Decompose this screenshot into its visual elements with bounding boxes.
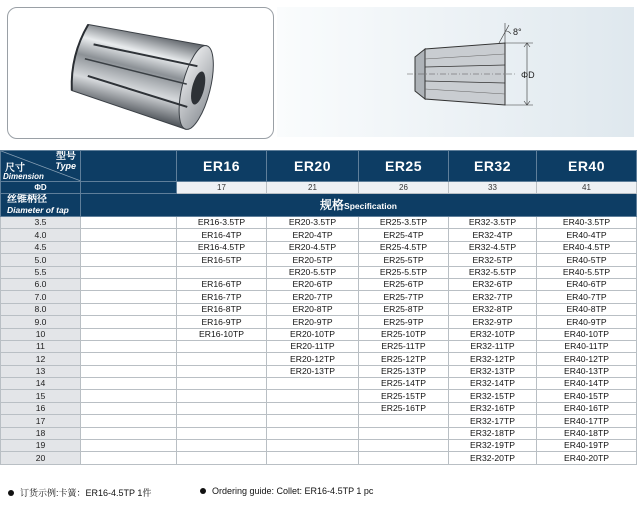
spacer-cell [81, 427, 177, 439]
spacer-cell [81, 365, 177, 377]
spec-cell-er25 [359, 440, 449, 452]
table-row [1, 254, 637, 266]
tap-diameter-cell: 15 [1, 390, 81, 402]
tap-diameter-cell: 20 [1, 452, 81, 464]
spec-cell-er25: ER25-13TP [359, 365, 449, 377]
specification-label-cn: 规格 [320, 198, 345, 212]
spec-cell-er32: ER32-16TP [449, 402, 537, 414]
spec-cell-er16 [177, 266, 267, 278]
spec-cell-er40: ER40-11TP [537, 340, 637, 352]
spec-cell-er16: ER16-10TP [177, 328, 267, 340]
spec-header-row [1, 194, 637, 217]
tap-diameter-cell: 16 [1, 402, 81, 414]
spec-cell-er20 [267, 440, 359, 452]
ordering-guide-cn-text: 订货示例:卡簧：ER16-4.5TP 1件 [20, 488, 152, 498]
spec-cell-er32: ER32-18TP [449, 427, 537, 439]
spec-cell-er20: ER20-9TP [267, 316, 359, 328]
spec-cell-er32: ER32-7TP [449, 291, 537, 303]
specification-label-en: Specification [344, 201, 397, 211]
spec-cell-er20: ER20-4TP [267, 229, 359, 241]
ordering-guide-footer [0, 484, 640, 500]
spec-cell-er20: ER20-7TP [267, 291, 359, 303]
spec-cell-er40: ER40-12TP [537, 353, 637, 365]
spec-cell-er40: ER40-10TP [537, 328, 637, 340]
spec-cell-er20: ER20-5TP [267, 254, 359, 266]
spacer-cell [81, 254, 177, 266]
spec-cell-er20: ER20-5.5TP [267, 266, 359, 278]
tap-diameter-cell: 8.0 [1, 303, 81, 315]
spec-cell-er20: ER20-11TP [267, 340, 359, 352]
spacer-cell [81, 415, 177, 427]
spec-cell-er20 [267, 415, 359, 427]
spec-cell-er40: ER40-5TP [537, 254, 637, 266]
dimension-label-en: Dimension [3, 172, 44, 181]
spec-cell-er25: ER25-14TP [359, 378, 449, 390]
type-label-en: Type [55, 161, 76, 171]
spec-cell-er16 [177, 415, 267, 427]
spec-cell-er16: ER16-6TP [177, 278, 267, 290]
spec-cell-er25: ER25-7TP [359, 291, 449, 303]
spec-cell-er25: ER25-12TP [359, 353, 449, 365]
spec-cell-er32: ER32-4.5TP [449, 241, 537, 253]
spec-cell-er25 [359, 415, 449, 427]
spec-cell-er25: ER25-9TP [359, 316, 449, 328]
spec-cell-er32: ER32-12TP [449, 353, 537, 365]
spacer-cell [81, 229, 177, 241]
table-row [1, 217, 637, 229]
collet-photo [8, 8, 273, 138]
spec-cell-er20 [267, 427, 359, 439]
model-heading-er20: ER20 [267, 151, 359, 182]
table-row [1, 340, 637, 352]
spec-cell-er32: ER32-11TP [449, 340, 537, 352]
spec-cell-er40: ER40-9TP [537, 316, 637, 328]
table-row [1, 328, 637, 340]
spec-cell-er40: ER40-6TP [537, 278, 637, 290]
spec-cell-er20: ER20-10TP [267, 328, 359, 340]
table-row [1, 440, 637, 452]
spec-cell-er25: ER25-4.5TP [359, 241, 449, 253]
spec-cell-er32: ER32-10TP [449, 328, 537, 340]
spec-cell-er40: ER40-5.5TP [537, 266, 637, 278]
spec-cell-er25: ER25-11TP [359, 340, 449, 352]
phi-value-er20: 21 [267, 182, 359, 194]
tap-diameter-cell: 5.5 [1, 266, 81, 278]
collet-drawing-panel [277, 7, 634, 137]
spec-cell-er20 [267, 452, 359, 464]
spec-cell-er40: ER40-7TP [537, 291, 637, 303]
spec-cell-er20: ER20-8TP [267, 303, 359, 315]
spec-cell-er32: ER32-5.5TP [449, 266, 537, 278]
spec-cell-er20 [267, 402, 359, 414]
spacer-cell [81, 340, 177, 352]
spec-cell-er20 [267, 378, 359, 390]
spec-cell-er40: ER40-20TP [537, 452, 637, 464]
spec-cell-er16 [177, 365, 267, 377]
table-row [1, 402, 637, 414]
spec-cell-er16 [177, 378, 267, 390]
spec-cell-er16: ER16-8TP [177, 303, 267, 315]
spec-cell-er32: ER32-13TP [449, 365, 537, 377]
spec-cell-er40: ER40-14TP [537, 378, 637, 390]
collet-technical-drawing [277, 7, 634, 137]
table-row [1, 390, 637, 402]
spec-cell-er40: ER40-13TP [537, 365, 637, 377]
ordering-guide-en-text: Ordering guide: Collet: ER16-4.5TP 1 pc [212, 486, 374, 496]
table-row [1, 427, 637, 439]
model-heading-er40: ER40 [537, 151, 637, 182]
spec-cell-er40: ER40-4TP [537, 229, 637, 241]
tap-diameter-cell: 19 [1, 440, 81, 452]
table-row [1, 378, 637, 390]
collet-spec-table [0, 150, 637, 465]
spec-cell-er25 [359, 427, 449, 439]
table-row [1, 291, 637, 303]
specification-heading [81, 194, 637, 217]
spacer-cell [81, 291, 177, 303]
collet-photo-frame [7, 7, 274, 139]
tap-diameter-cell: 11 [1, 340, 81, 352]
spec-cell-er32: ER32-14TP [449, 378, 537, 390]
tap-diameter-cell: 17 [1, 415, 81, 427]
spec-cell-er32: ER32-4TP [449, 229, 537, 241]
spec-cell-er20 [267, 390, 359, 402]
spacer-cell [81, 390, 177, 402]
spec-cell-er20: ER20-6TP [267, 278, 359, 290]
header-corner-cell [1, 151, 81, 182]
type-label-cn: 型号 [56, 151, 76, 162]
spec-cell-er16: ER16-9TP [177, 316, 267, 328]
spacer-cell [81, 452, 177, 464]
spec-cell-er25: ER25-8TP [359, 303, 449, 315]
spec-cell-er32: ER32-6TP [449, 278, 537, 290]
spacer-cell [81, 440, 177, 452]
spec-cell-er20: ER20-3.5TP [267, 217, 359, 229]
spec-cell-er16: ER16-3.5TP [177, 217, 267, 229]
tap-diameter-cell: 9.0 [1, 316, 81, 328]
spacer-cell [81, 328, 177, 340]
spec-cell-er25 [359, 452, 449, 464]
spec-cell-er40: ER40-17TP [537, 415, 637, 427]
tap-diameter-cell: 13 [1, 365, 81, 377]
spec-cell-er16: ER16-4.5TP [177, 241, 267, 253]
tap-diameter-cell: 18 [1, 427, 81, 439]
table-row [1, 303, 637, 315]
spec-cell-er16 [177, 427, 267, 439]
tap-diameter-cell: 7.0 [1, 291, 81, 303]
table-row [1, 278, 637, 290]
spec-cell-er32: ER32-20TP [449, 452, 537, 464]
tap-diameter-cell: 6.0 [1, 278, 81, 290]
spacer-cell [81, 316, 177, 328]
spacer-cell [81, 182, 177, 194]
spec-cell-er20: ER20-4.5TP [267, 241, 359, 253]
spec-cell-er25: ER25-16TP [359, 402, 449, 414]
table-row [1, 316, 637, 328]
spec-cell-er25: ER25-3.5TP [359, 217, 449, 229]
bullet-icon [200, 488, 206, 494]
spacer-cell [81, 266, 177, 278]
phi-value-er16: 17 [177, 182, 267, 194]
spec-cell-er40: ER40-8TP [537, 303, 637, 315]
model-header-row [1, 151, 637, 182]
tap-diameter-cell: 10 [1, 328, 81, 340]
spec-cell-er40: ER40-3.5TP [537, 217, 637, 229]
tap-diameter-cell: 5.0 [1, 254, 81, 266]
bullet-icon [8, 490, 14, 496]
phi-value-er32: 33 [449, 182, 537, 194]
spec-cell-er32: ER32-5TP [449, 254, 537, 266]
spec-cell-er25: ER25-5TP [359, 254, 449, 266]
spacer-cell [81, 151, 177, 182]
model-heading-er32: ER32 [449, 151, 537, 182]
tap-diameter-label-cn: 丝锥柄径 [7, 194, 47, 206]
spec-cell-er16: ER16-7TP [177, 291, 267, 303]
tap-diameter-heading [1, 194, 81, 217]
phi-row [1, 182, 637, 194]
tap-diameter-cell: 3.5 [1, 217, 81, 229]
model-heading-er16: ER16 [177, 151, 267, 182]
spec-cell-er16 [177, 390, 267, 402]
spec-cell-er16 [177, 452, 267, 464]
spec-cell-er32: ER32-8TP [449, 303, 537, 315]
spec-cell-er25: ER25-4TP [359, 229, 449, 241]
tap-diameter-label-en: Diameter of tap [7, 205, 69, 216]
spec-cell-er20: ER20-12TP [267, 353, 359, 365]
spacer-cell [81, 353, 177, 365]
ordering-guide-en [200, 486, 373, 496]
phi-value-er25: 26 [359, 182, 449, 194]
spec-cell-er16 [177, 340, 267, 352]
tap-diameter-cell: 4.0 [1, 229, 81, 241]
phi-label: ΦD [1, 182, 81, 194]
spacer-cell [81, 402, 177, 414]
spec-cell-er40: ER40-16TP [537, 402, 637, 414]
ordering-guide-cn [8, 486, 151, 499]
spec-cell-er16: ER16-5TP [177, 254, 267, 266]
spec-cell-er32: ER32-3.5TP [449, 217, 537, 229]
drawing-angle-label: 8° [513, 27, 522, 37]
spec-cell-er16 [177, 353, 267, 365]
spec-cell-er16 [177, 402, 267, 414]
spacer-cell [81, 278, 177, 290]
model-heading-er25: ER25 [359, 151, 449, 182]
spec-cell-er32: ER32-15TP [449, 390, 537, 402]
table-row [1, 452, 637, 464]
tap-diameter-cell: 12 [1, 353, 81, 365]
spacer-cell [81, 378, 177, 390]
spec-cell-er20: ER20-13TP [267, 365, 359, 377]
phi-value-er40: 41 [537, 182, 637, 194]
spec-cell-er32: ER32-9TP [449, 316, 537, 328]
spacer-cell [81, 303, 177, 315]
spec-cell-er32: ER32-17TP [449, 415, 537, 427]
spec-cell-er32: ER32-19TP [449, 440, 537, 452]
tap-diameter-cell: 14 [1, 378, 81, 390]
spacer-cell [81, 241, 177, 253]
table-row [1, 241, 637, 253]
spacer-cell [81, 217, 177, 229]
drawing-diameter-label: ΦD [521, 70, 535, 80]
spec-cell-er40: ER40-4.5TP [537, 241, 637, 253]
table-row [1, 353, 637, 365]
spec-cell-er25: ER25-10TP [359, 328, 449, 340]
spec-cell-er40: ER40-18TP [537, 427, 637, 439]
table-row [1, 229, 637, 241]
spec-cell-er25: ER25-5.5TP [359, 266, 449, 278]
spec-cell-er40: ER40-19TP [537, 440, 637, 452]
table-row [1, 415, 637, 427]
spec-cell-er40: ER40-15TP [537, 390, 637, 402]
spec-cell-er25: ER25-6TP [359, 278, 449, 290]
spec-cell-er25: ER25-15TP [359, 390, 449, 402]
dimension-label-cn: 尺寸 [5, 163, 25, 174]
table-row [1, 266, 637, 278]
table-row [1, 365, 637, 377]
spec-cell-er16: ER16-4TP [177, 229, 267, 241]
spec-cell-er16 [177, 440, 267, 452]
tap-diameter-cell: 4.5 [1, 241, 81, 253]
